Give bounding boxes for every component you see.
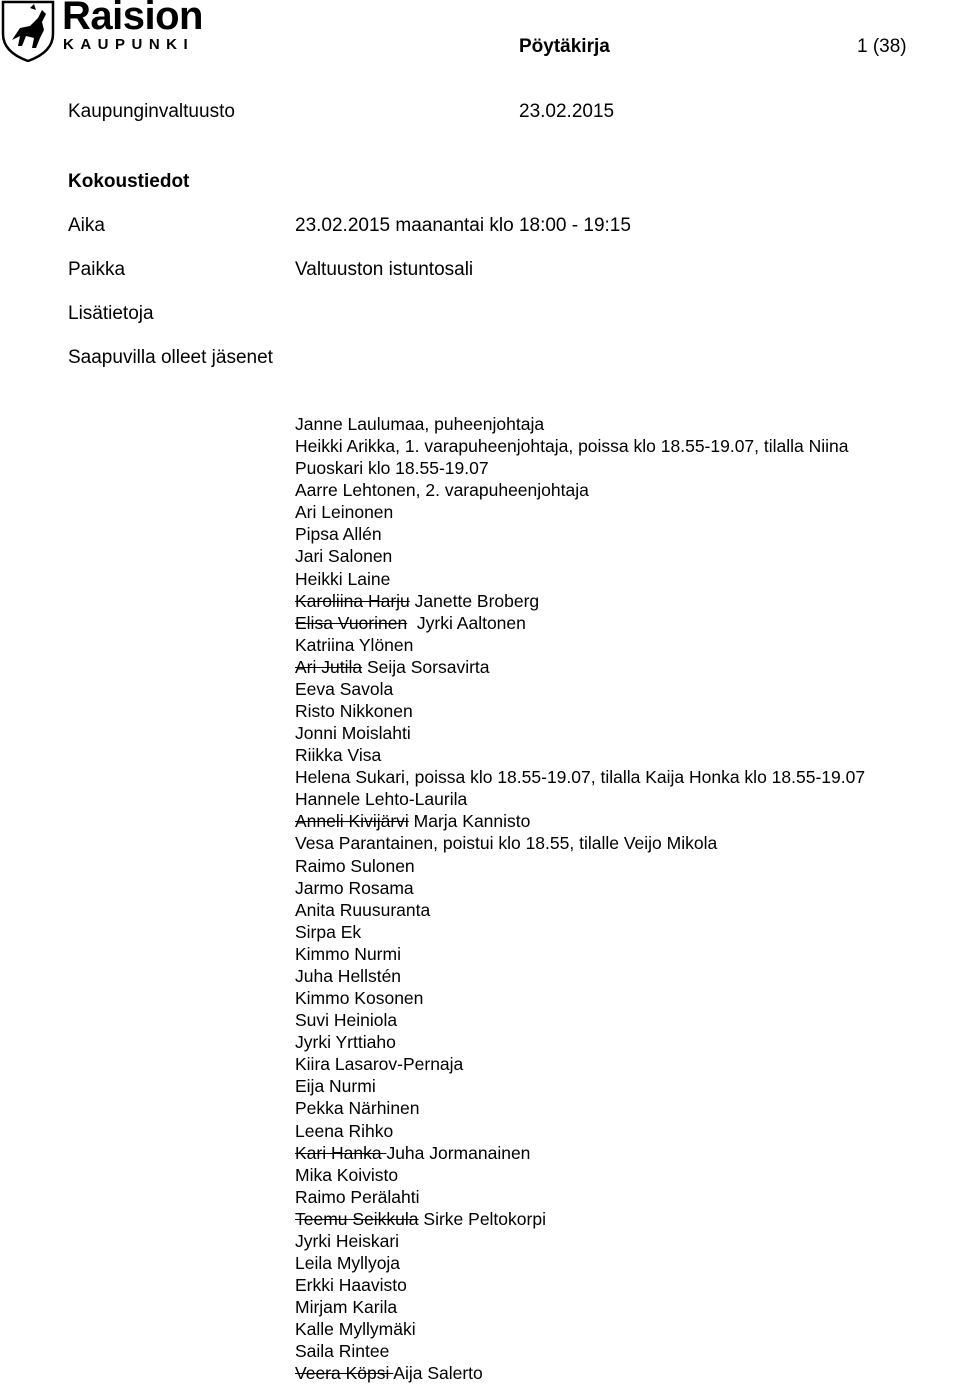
member-row [295,832,935,854]
member-name: Helena Sukari, poissa klo 18.55-19.07, tilalla Kaija Honka klo 18.55-19.07 [295,767,866,788]
section-title: Kokoustiedot [68,171,190,192]
member-name: Jyrki Aaltonen [407,612,526,633]
member-name: Kimmo Nurmi [295,943,401,964]
member-name: Jonni Moislahti [295,723,411,744]
member-row [295,899,935,921]
member-row [295,1053,935,1075]
coat-of-arms-icon [0,0,56,62]
member-name: Katriina Ylönen [295,634,414,655]
replaced-member-name: Ari Jutila [295,656,363,677]
member-row [295,545,935,567]
member-row [295,788,935,810]
member-name: Aarre Lehtonen, 2. varapuheenjohtaja [295,480,589,501]
member-name: Janne Laulumaa, puheenjohtaja [295,414,545,434]
member-name: Leila Myllyoja [295,1252,401,1273]
replaced-member-name: Teemu Seikkula [295,1208,419,1229]
member-row [295,722,935,744]
page-number: 1 (38) [857,36,907,57]
member-row [295,877,935,899]
meeting-date: 23.02.2015 [519,101,615,122]
member-row [295,612,935,634]
time-label: Aika [68,215,105,236]
place-value: Valtuuston istuntosali [295,259,474,280]
replaced-member-name: Anneli Kivijärvi [295,811,409,832]
member-row [295,1318,935,1340]
member-row [295,1230,935,1252]
member-name: Sirpa Ek [295,921,362,942]
member-name: Anita Ruusuranta [295,899,431,920]
member-row [295,457,935,479]
member-row [295,501,935,523]
time-value: 23.02.2015 maanantai klo 18:00 - 19:15 [295,215,631,236]
member-name: Jyrki Yrttiaho [295,1032,396,1053]
member-name: Pipsa Allén [295,524,382,545]
member-name: Aija Salerto [393,1363,483,1384]
member-name: Jari Salonen [295,546,393,567]
member-name: Pekka Närhinen [295,1098,420,1119]
member-name: Jyrki Heiskari [295,1230,400,1251]
replaced-member-name: Kari Hanka [295,1142,387,1163]
organ-name: Kaupunginvaltuusto [68,101,235,122]
member-name: Puoskari klo 18.55-19.07 [295,458,489,479]
member-row [295,568,935,590]
member-row [295,656,935,678]
member-name: Sirke Peltokorpi [418,1208,546,1229]
member-row [295,766,935,788]
member-name: Mika Koivisto [295,1164,399,1185]
member-row [295,479,935,501]
member-row [295,435,935,457]
member-row [295,700,935,722]
member-name: Suvi Heiniola [295,1010,398,1031]
member-row [295,1164,935,1186]
member-row [295,523,935,545]
member-row [295,1296,935,1318]
member-row [295,1362,935,1384]
member-row [295,1252,935,1274]
member-row [295,678,935,700]
member-row [295,1009,935,1031]
member-name: Marja Kannisto [408,811,531,832]
member-name: Riikka Visa [295,745,382,766]
member-name: Vesa Parantainen, poistui klo 18.55, tilalle Veijo Mikola [295,833,718,854]
member-name: Juha Jormanainen [386,1142,531,1163]
present-members-label: Saapuvilla olleet jäsenet [68,347,273,368]
member-row [295,1208,935,1230]
member-name: Hannele Lehto-Laurila [295,789,468,810]
member-row [295,921,935,943]
member-row [295,590,935,612]
member-list [295,413,935,1384]
member-row [295,1120,935,1142]
logo-wordmark: Raision [62,0,203,38]
member-row [295,744,935,766]
city-logo [0,0,215,62]
member-name: Raimo Sulonen [295,855,415,876]
member-row [295,987,935,1009]
member-row [295,1340,935,1362]
member-row [295,1274,935,1296]
member-row [295,634,935,656]
member-row [295,413,935,435]
member-row [295,1186,935,1208]
member-row [295,1031,935,1053]
member-row [295,1075,935,1097]
member-name: Kalle Myllymäki [295,1319,416,1340]
member-row [295,1097,935,1119]
member-name: Ari Leinonen [295,502,394,523]
member-name: Kiira Lasarov-Pernaja [295,1054,464,1075]
member-name: Heikki Laine [295,568,391,589]
place-label: Paikka [68,259,126,280]
member-name: Leena Rihko [295,1120,394,1141]
document-type: Pöytäkirja [519,36,610,57]
member-row [295,810,935,832]
member-name: Risto Nikkonen [295,701,413,722]
extra-info-label: Lisätietoja [68,303,154,324]
member-row [295,855,935,877]
member-name: Erkki Haavisto [295,1275,407,1296]
member-name: Juha Hellstén [295,965,402,986]
replaced-member-name: Elisa Vuorinen [295,612,408,633]
replaced-member-name: Veera Köpsi [295,1363,394,1384]
member-name: Eeva Savola [295,678,394,699]
replaced-member-name: Karoliina Harju [295,590,410,611]
member-name: Seija Sorsavirta [362,656,490,677]
member-name: Kimmo Kosonen [295,988,424,1009]
member-row [295,943,935,965]
member-name: Eija Nurmi [295,1076,376,1097]
member-name: Heikki Arikka, 1. varapuheenjohtaja, poissa klo 18.55-19.07, tilalla Niina [295,436,849,457]
member-name: Saila Rintee [295,1341,390,1362]
logo-subtitle: KAUPUNKI [63,36,195,53]
member-row [295,965,935,987]
member-name: Mirjam Karila [295,1297,398,1318]
member-name: Janette Broberg [409,590,540,611]
member-name: Jarmo Rosama [295,877,414,898]
member-name: Raimo Perälahti [295,1186,420,1207]
member-row [295,1142,935,1164]
